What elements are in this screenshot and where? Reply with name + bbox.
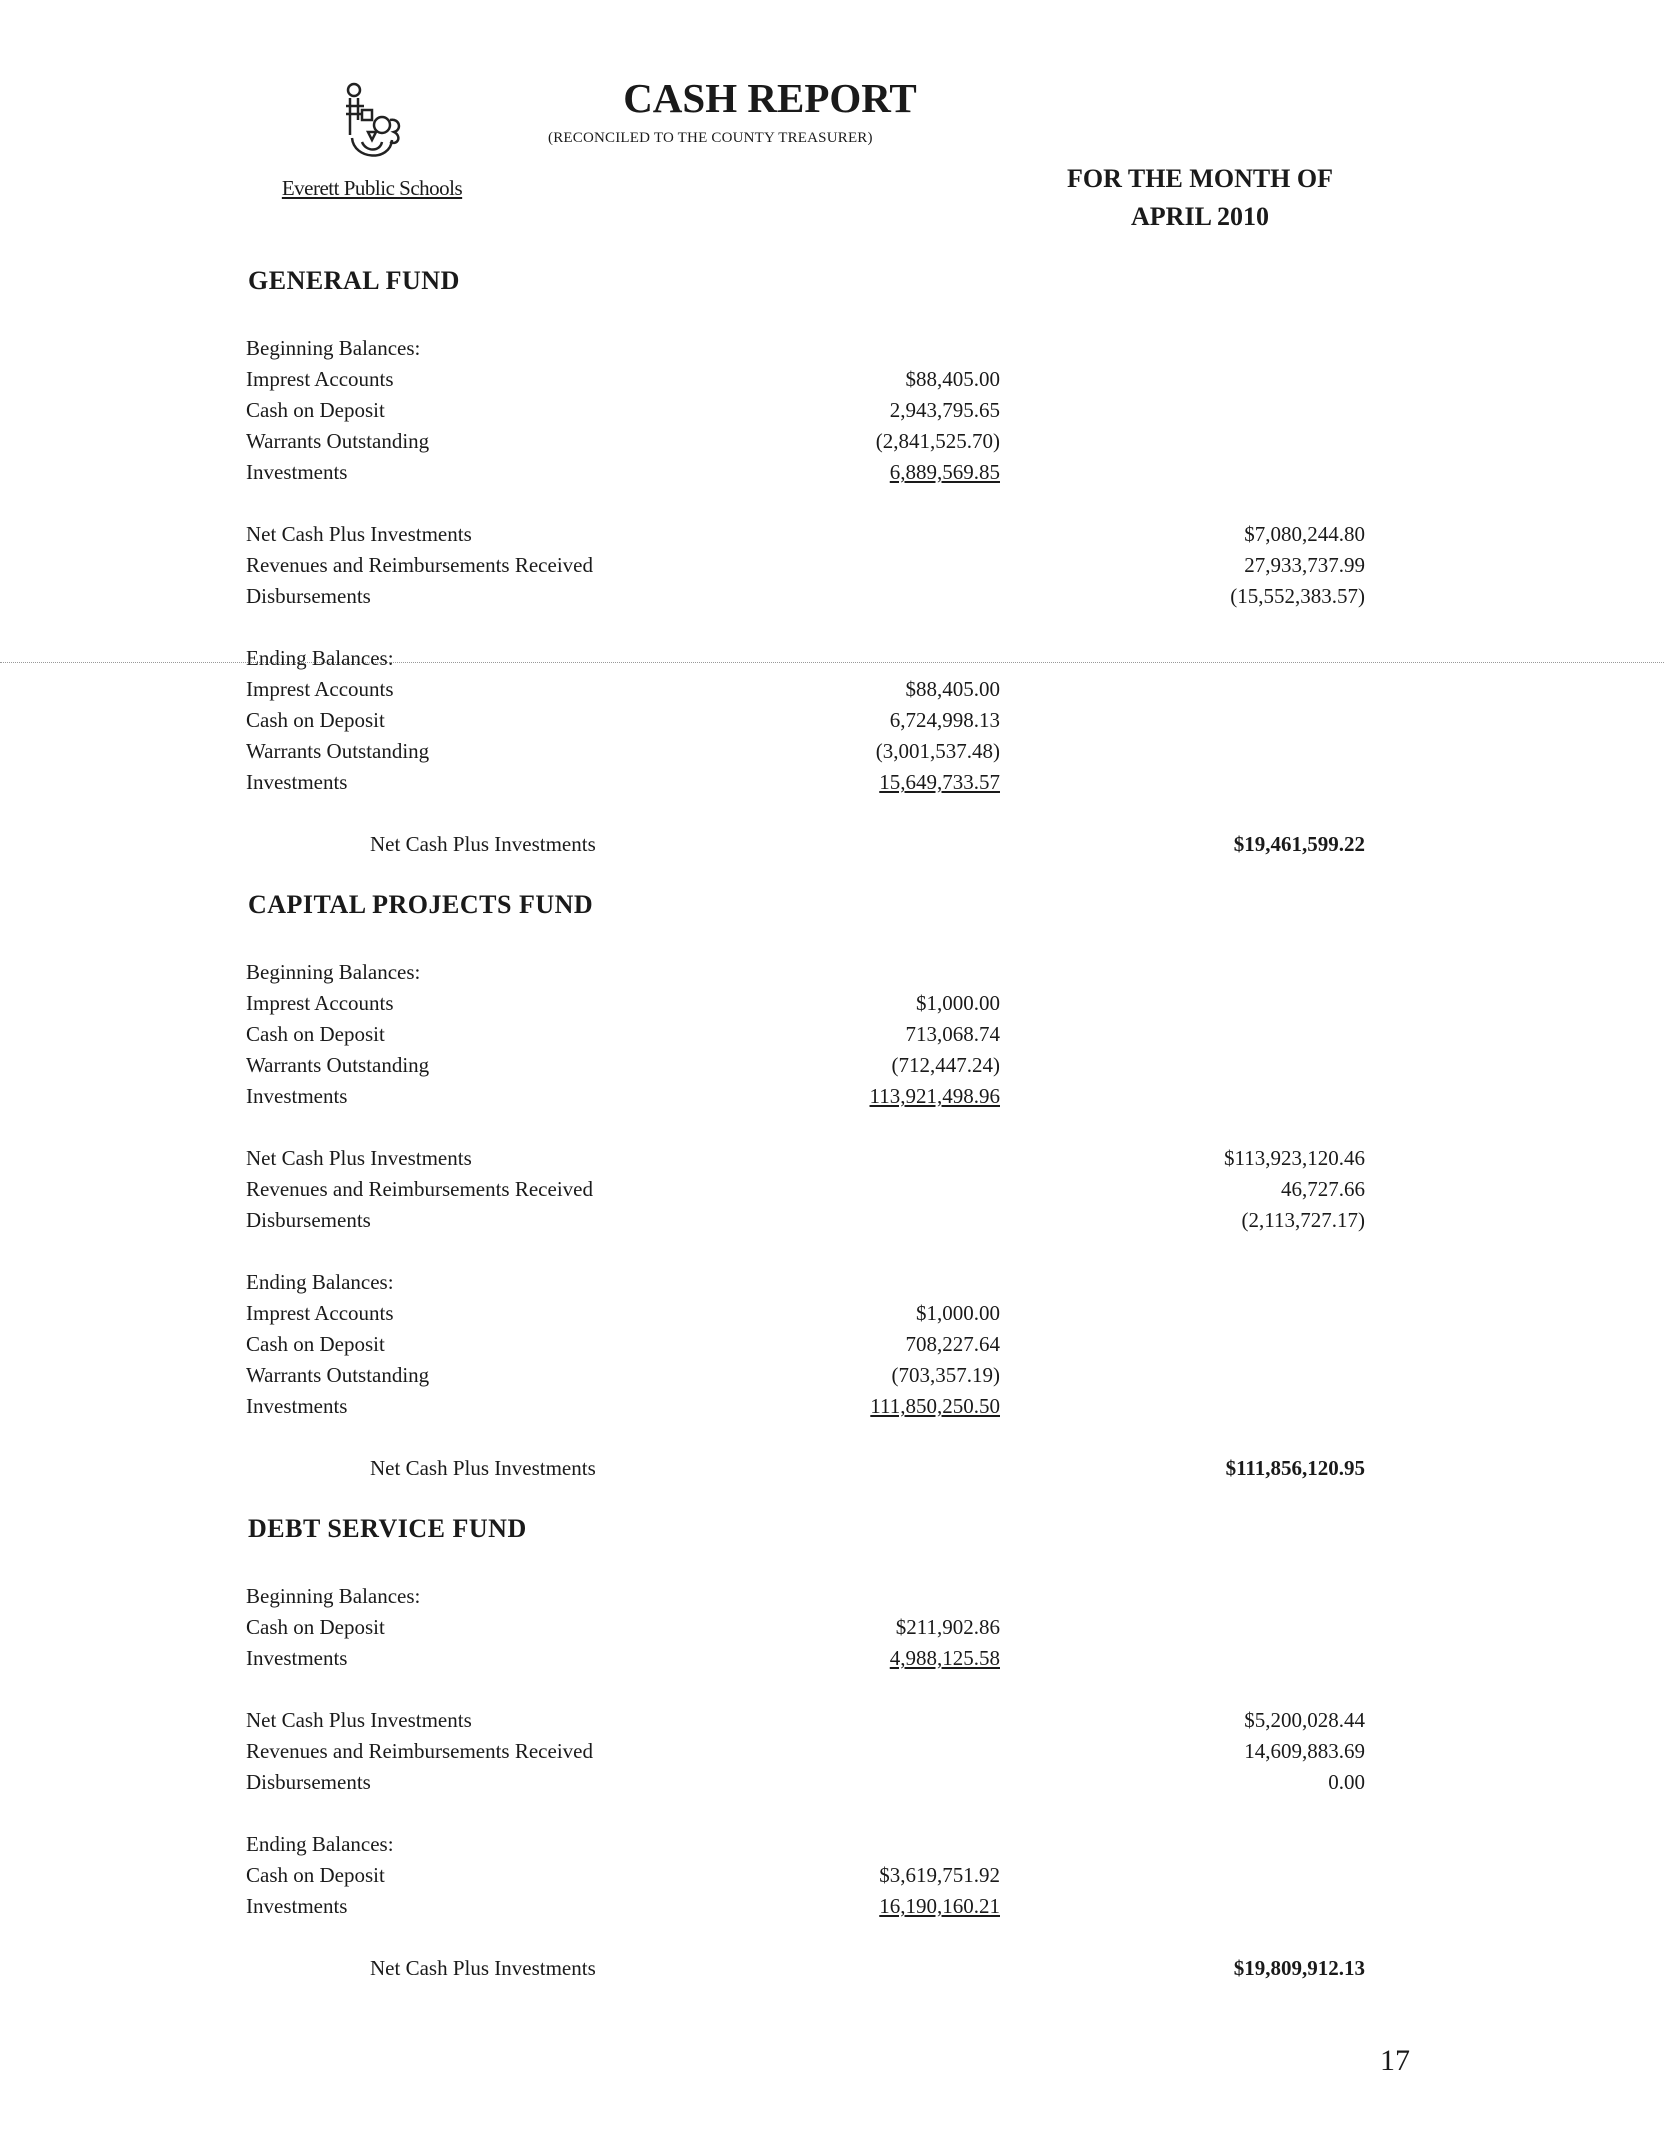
general-ending-label: Ending Balances: — [246, 646, 394, 670]
debt-beginning-label: Beginning Balances: — [246, 1584, 421, 1608]
debt-end-invest-label: Investments — [246, 1894, 348, 1918]
general-end-warrants-label: Warrants Outstanding — [246, 739, 430, 763]
district-name: Everett Public Schools — [281, 176, 463, 200]
capital-ending-label: Ending Balances: — [246, 1270, 394, 1294]
capital-begin-invest-label: Investments — [246, 1084, 348, 1108]
capital-begin-impress-label: Imprest Accounts — [246, 991, 394, 1015]
debt-disb-value: 0.00 — [1328, 1770, 1365, 1794]
debt-end-invest-value: 16,190,160.21 — [879, 1894, 1000, 1918]
debt-end-cash-value: $3,619,751.92 — [879, 1863, 1000, 1887]
debt-end-cash-label: Cash on Deposit — [246, 1863, 385, 1887]
general-disb-value: (15,552,383.57) — [1230, 584, 1365, 608]
general-net-label: Net Cash Plus Investments — [246, 522, 472, 546]
debt-final-label: Net Cash Plus Investments — [370, 1956, 596, 1980]
page-number: 17 — [1380, 2044, 1410, 2077]
capital-begin-invest-value: 113,921,498.96 — [869, 1084, 1000, 1108]
capital-begin-cash-value: 713,068.74 — [905, 1022, 1000, 1046]
capital-begin-cash-label: Cash on Deposit — [246, 1022, 385, 1046]
debt-revenues-value: 14,609,883.69 — [1244, 1739, 1365, 1763]
general-net-value: $7,080,244.80 — [1244, 522, 1365, 546]
debt-fund-heading: DEBT SERVICE FUND — [248, 1514, 527, 1543]
general-begin-invest-label: Investments — [246, 460, 348, 484]
general-begin-impress-value: $88,405.00 — [905, 367, 1000, 391]
general-end-warrants-value: (3,001,537.48) — [875, 739, 1000, 763]
capital-disb-label: Disbursements — [246, 1208, 371, 1232]
general-begin-warrants-label: Warrants Outstanding — [246, 429, 430, 453]
debt-ending-label: Ending Balances: — [246, 1832, 394, 1856]
capital-revenues-value: 46,727.66 — [1281, 1177, 1365, 1201]
general-begin-invest-value: 6,889,569.85 — [889, 460, 1000, 484]
month-label: FOR THE MONTH OF — [1066, 164, 1334, 193]
capital-fund-heading: CAPITAL PROJECTS FUND — [248, 890, 594, 919]
general-fund-heading: GENERAL FUND — [248, 266, 460, 295]
general-final-label: Net Cash Plus Investments — [370, 832, 596, 856]
debt-revenues-label: Revenues and Reimbursements Received — [246, 1739, 593, 1763]
debt-net-label: Net Cash Plus Investments — [246, 1708, 472, 1732]
general-end-cash-value: 6,724,998.13 — [889, 708, 1000, 732]
capital-end-impress-label: Imprest Accounts — [246, 1301, 394, 1325]
month-value: APRIL 2010 — [1131, 202, 1269, 231]
school-logo-icon — [332, 80, 412, 172]
report-title: CASH REPORT — [623, 75, 917, 121]
capital-end-invest-label: Investments — [246, 1394, 348, 1418]
capital-end-warrants-label: Warrants Outstanding — [246, 1363, 430, 1387]
capital-net-label: Net Cash Plus Investments — [246, 1146, 472, 1170]
capital-revenues-label: Revenues and Reimbursements Received — [246, 1177, 593, 1201]
capital-begin-warrants-label: Warrants Outstanding — [246, 1053, 430, 1077]
general-begin-cash-label: Cash on Deposit — [246, 398, 385, 422]
general-end-impress-label: Imprest Accounts — [246, 677, 394, 701]
general-final-value: $19,461,599.22 — [1233, 832, 1365, 856]
general-revenues-value: 27,933,737.99 — [1244, 553, 1365, 577]
general-end-cash-label: Cash on Deposit — [246, 708, 385, 732]
debt-begin-cash-value: $211,902.86 — [895, 1615, 1000, 1639]
capital-end-cash-label: Cash on Deposit — [246, 1332, 385, 1356]
capital-final-value: $111,856,120.95 — [1225, 1456, 1365, 1480]
capital-begin-warrants-value: (712,447.24) — [891, 1053, 1000, 1077]
general-begin-cash-value: 2,943,795.65 — [889, 398, 1000, 422]
debt-net-value: $5,200,028.44 — [1244, 1708, 1365, 1732]
general-end-invest-value: 15,649,733.57 — [879, 770, 1000, 794]
general-end-impress-value: $88,405.00 — [905, 677, 1000, 701]
debt-begin-invest-value: 4,988,125.58 — [889, 1646, 1000, 1670]
general-disb-label: Disbursements — [246, 584, 371, 608]
capital-end-cash-value: 708,227.64 — [905, 1332, 1000, 1356]
capital-net-value: $113,923,120.46 — [1224, 1146, 1365, 1170]
capital-end-impress-value: $1,000.00 — [916, 1301, 1000, 1325]
general-begin-warrants-value: (2,841,525.70) — [875, 429, 1000, 453]
general-beginning-label: Beginning Balances: — [246, 336, 421, 360]
capital-beginning-label: Beginning Balances: — [246, 960, 421, 984]
general-revenues-label: Revenues and Reimbursements Received — [246, 553, 593, 577]
debt-final-value: $19,809,912.13 — [1233, 1956, 1365, 1980]
report-subtitle: (RECONCILED TO THE COUNTY TREASURER) — [548, 130, 873, 146]
report-period — [1050, 160, 1350, 236]
capital-final-label: Net Cash Plus Investments — [370, 1456, 596, 1480]
debt-begin-invest-label: Investments — [246, 1646, 348, 1670]
district-logo — [272, 80, 472, 201]
debt-disb-label: Disbursements — [246, 1770, 371, 1794]
debt-begin-cash-label: Cash on Deposit — [246, 1615, 385, 1639]
capital-end-invest-value: 111,850,250.50 — [870, 1394, 1000, 1418]
capital-disb-value: (2,113,727.17) — [1241, 1208, 1365, 1232]
general-end-invest-label: Investments — [246, 770, 348, 794]
capital-begin-impress-value: $1,000.00 — [916, 991, 1000, 1015]
general-begin-impress-label: Imprest Accounts — [246, 367, 394, 391]
capital-end-warrants-value: (703,357.19) — [891, 1363, 1000, 1387]
